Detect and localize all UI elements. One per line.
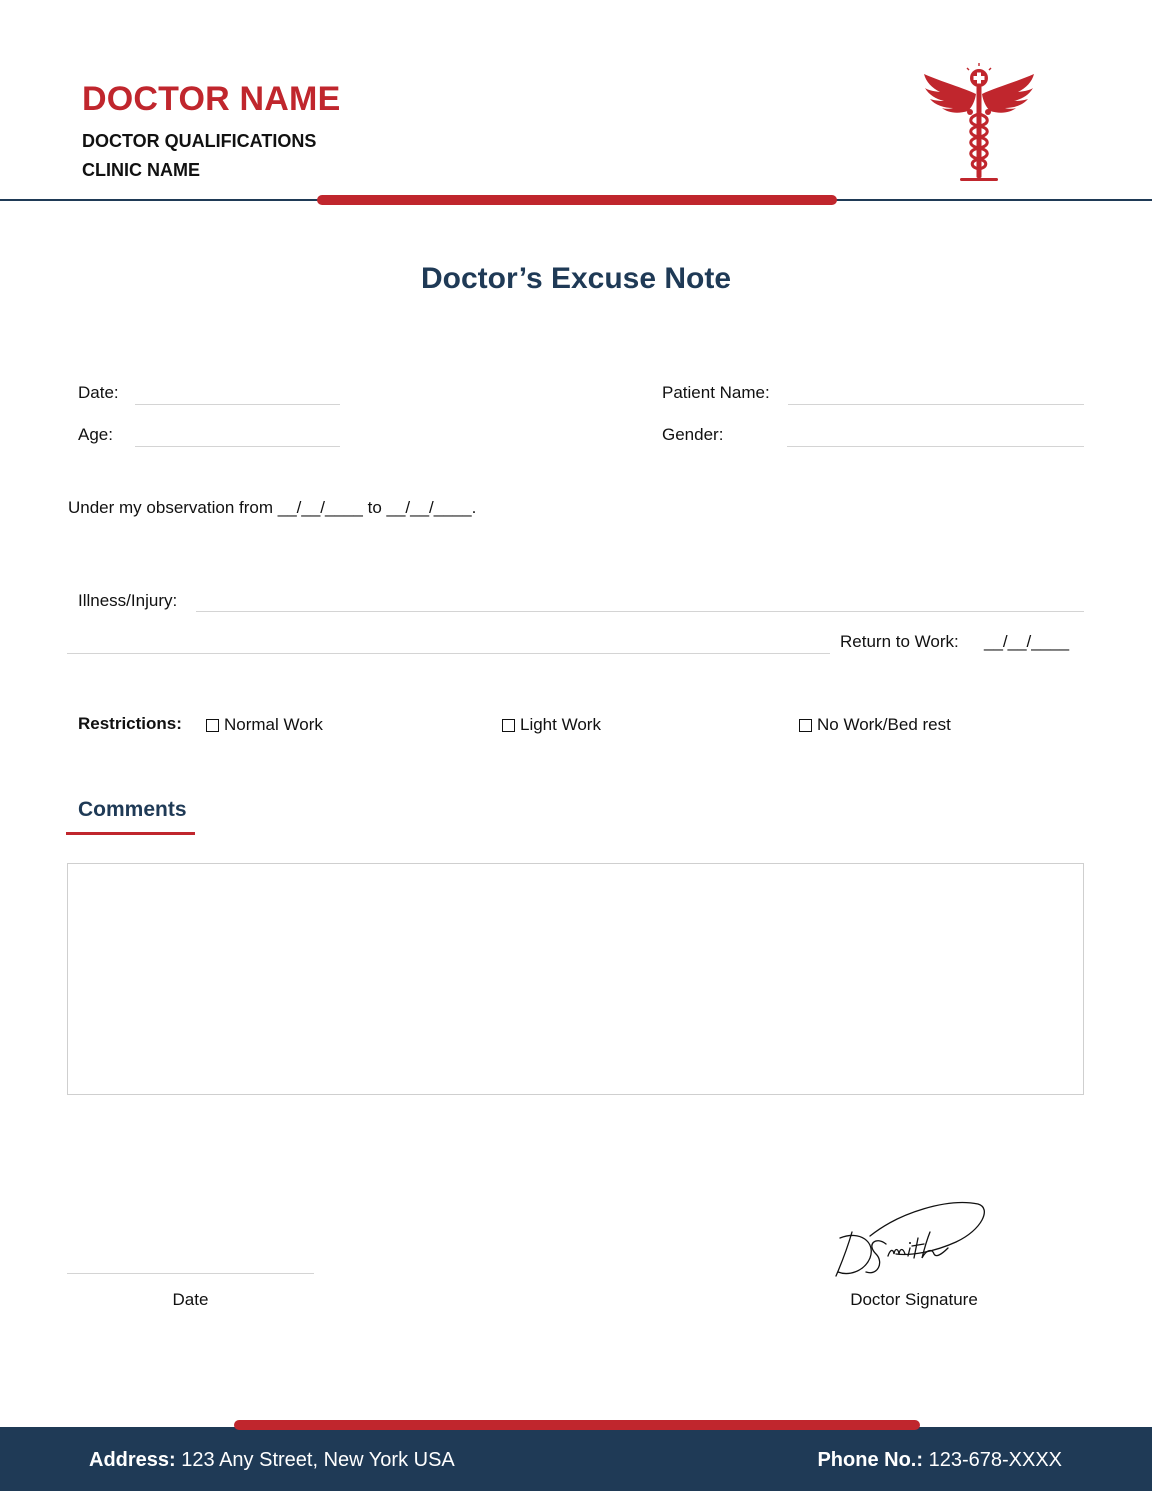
doctor-signature-image [830, 1196, 990, 1282]
doctor-name: DOCTOR NAME [82, 80, 341, 118]
patient-name-label: Patient Name: [662, 383, 770, 402]
restriction-label: Light Work [520, 715, 601, 734]
doctor-signature-label: Doctor Signature [850, 1290, 978, 1309]
date-field[interactable] [135, 404, 340, 405]
checkbox[interactable] [502, 719, 515, 732]
signature-date-label: Date [172, 1290, 209, 1309]
checkbox[interactable] [799, 719, 812, 732]
age-label: Age: [78, 425, 113, 444]
restriction-label: Normal Work [224, 715, 323, 734]
comments-textarea[interactable] [67, 863, 1084, 1095]
gender-label: Gender: [662, 425, 724, 444]
comments-heading: Comments [78, 798, 187, 821]
signature-date-line[interactable] [67, 1273, 314, 1274]
address-value: 123 Any Street, New York USA [181, 1449, 455, 1471]
checkbox[interactable] [206, 719, 219, 732]
illness-field-continued[interactable] [67, 653, 830, 654]
age-field[interactable] [135, 446, 340, 447]
document-title: Doctor’s Excuse Note [420, 262, 732, 295]
restrictions-label: Restrictions: [78, 714, 182, 733]
observation-prefix: Under my observation from [68, 498, 274, 517]
restriction-light-work[interactable] [502, 715, 601, 735]
illness-label: Illness/Injury: [78, 591, 178, 610]
observation-to-word: to [367, 498, 382, 517]
illness-field[interactable] [196, 611, 1084, 612]
return-to-work-label: Return to Work: [840, 632, 959, 651]
clinic-name: CLINIC NAME [82, 160, 200, 180]
observation-to-date[interactable]: __/__/____. [386, 498, 477, 517]
footer-address [89, 1449, 455, 1472]
restriction-label: No Work/Bed rest [817, 715, 951, 734]
restriction-no-work[interactable] [799, 715, 951, 735]
doctor-qualifications: DOCTOR QUALIFICATIONS [82, 131, 317, 151]
date-label: Date: [78, 383, 119, 402]
return-to-work-date[interactable]: __/__/____ [984, 632, 1070, 651]
restriction-normal-work[interactable] [206, 715, 323, 735]
patient-name-field[interactable] [788, 404, 1084, 405]
footer-phone [817, 1449, 1062, 1472]
footer-accent-bar [234, 1420, 920, 1430]
caduceus-icon [920, 62, 1038, 186]
observation-period [68, 498, 476, 518]
header-accent-bar [317, 195, 837, 205]
gender-field[interactable] [787, 446, 1084, 447]
comments-underline [66, 832, 195, 835]
observation-from-date[interactable]: __/__/____ [277, 498, 363, 517]
phone-value: 123-678-XXXX [928, 1449, 1062, 1471]
phone-label: Phone No.: [817, 1449, 924, 1471]
address-label: Address: [89, 1449, 176, 1471]
